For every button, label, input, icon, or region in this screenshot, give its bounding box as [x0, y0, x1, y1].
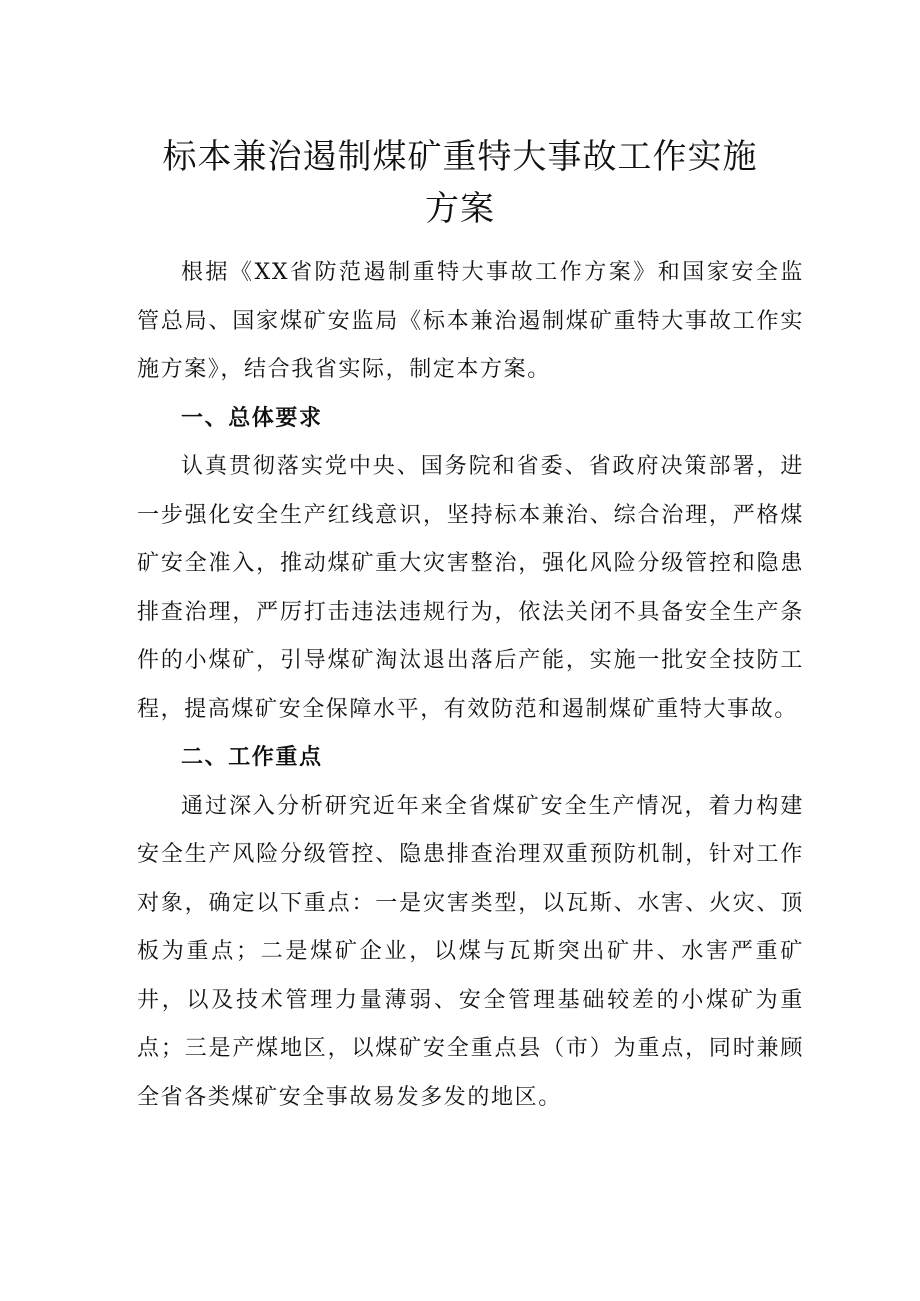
- section-paragraph-work-focus: 通过深入分析研究近年来全省煤矿安全生产情况，着力构建安全生产风险分级管控、隐患排查治理双重预防机制，针对工作对象，确定以下重点：一是灾害类型，以瓦斯、水害、火灾、顶板为重点；二是煤矿企业，以煤与瓦斯突出矿井、水害严重矿井，以及技术管理力量薄弱、安全管理基础较差的小煤矿为重点；三是产煤地区，以煤矿安全重点县（市）为重点，同时兼顾全省各类煤矿安全事故易发多发的地区。: [137, 793, 804, 1110]
- intro-paragraph: 根据《XX省防范遏制重特大事故工作方案》和国家安全监管总局、国家煤矿安监局《标本兼治遏制煤矿重特大事故工作实施方案》，结合我省实际，制定本方案。: [137, 260, 804, 382]
- section-heading-work-focus: 二、工作重点: [181, 745, 323, 770]
- section-paragraph-general-requirements: 认真贯彻落实党中央、国务院和省委、省政府决策部署，进一步强化安全生产红线意识，坚持标本兼治、综合治理，严格煤矿安全准入，推动煤矿重大灾害整治，强化风险分级管控和隐患排查治理，严厉打击违法违规行为，依法关闭不具备安全生产条件的小煤矿，引导煤矿淘汰退出落后产能，实施一批安全技防工程，提高煤矿安全保障水平，有效防范和遏制煤矿重特大事故。: [137, 454, 804, 722]
- document-body: [137, 249, 804, 1122]
- document-title: 标本兼治遏制煤矿重特大事故工作实施方案: [162, 136, 758, 229]
- section-heading-general-requirements: 一、总体要求: [181, 405, 323, 431]
